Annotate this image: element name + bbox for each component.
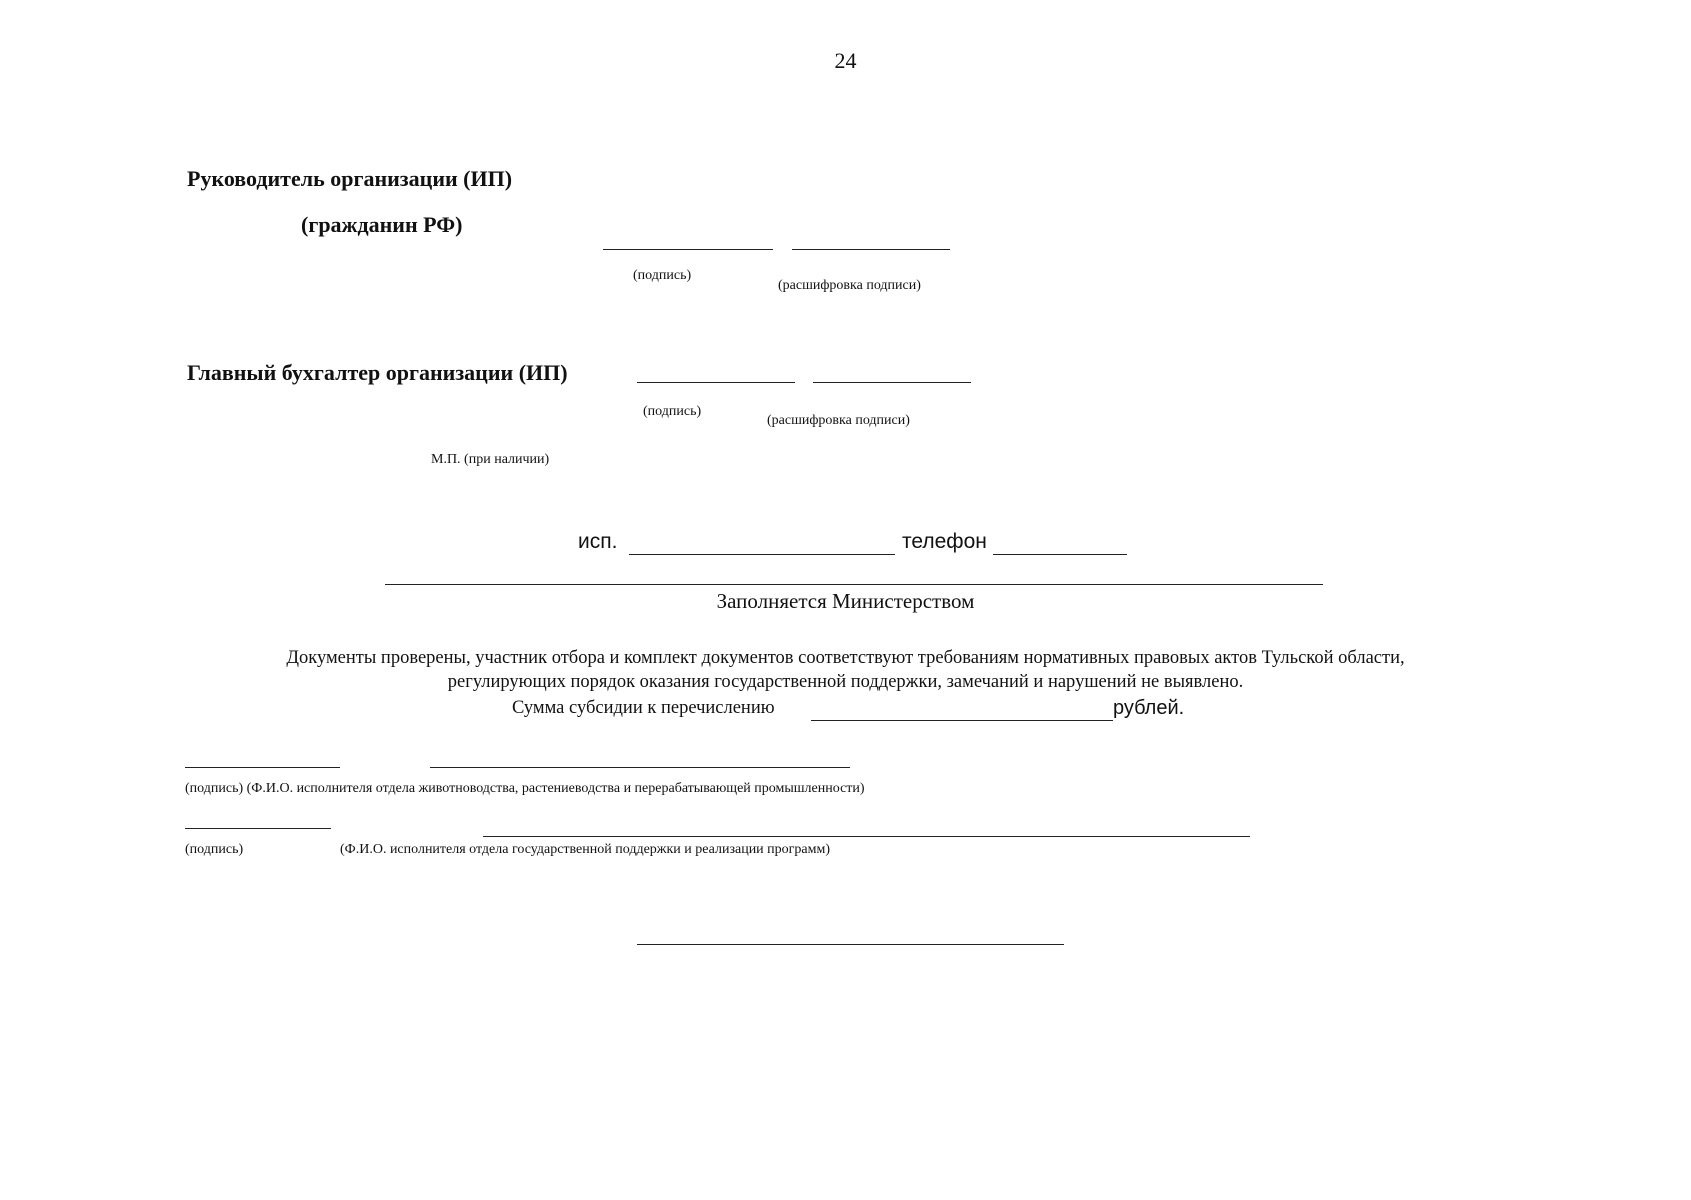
head-signature-caption: (подпись) bbox=[633, 268, 692, 283]
ministry-separator bbox=[385, 584, 1323, 585]
executor-label: исп. bbox=[578, 530, 618, 553]
page-number: 24 bbox=[834, 48, 857, 73]
ministry-paragraph-line2: регулирующих порядок оказания государственной поддержки, замечаний и нарушений не выявлено. bbox=[447, 672, 1244, 692]
head-subtitle: (гражданин РФ) bbox=[301, 212, 463, 237]
head-title: Руководитель организации (ИП) bbox=[187, 166, 513, 191]
stamp-note: М.П. (при наличии) bbox=[431, 452, 550, 467]
livestock-caption: (подпись) (Ф.И.О. исполнителя отдела животноводства, растениеводства и перерабатывающей промышленности) bbox=[185, 781, 865, 796]
support-name-caption: (Ф.И.О. исполнителя отдела государственной поддержки и реализации программ) bbox=[340, 842, 831, 857]
executor-line bbox=[629, 554, 895, 555]
phone-label: телефон bbox=[902, 530, 987, 553]
subsidy-sum-unit: рублей. bbox=[1113, 697, 1185, 719]
accountant-decoding-line bbox=[813, 382, 971, 383]
bottom-rule bbox=[637, 944, 1064, 945]
accountant-decoding-caption: (расшифровка подписи) bbox=[767, 413, 910, 428]
phone-line bbox=[993, 554, 1127, 555]
accountant-title: Главный бухгалтер организации (ИП) bbox=[187, 360, 568, 385]
head-decoding-line bbox=[792, 249, 950, 250]
ministry-heading: Заполняется Министерством bbox=[716, 589, 975, 613]
support-name-line bbox=[483, 836, 1250, 837]
subsidy-sum-label: Сумма субсидии к перечислению bbox=[512, 698, 775, 718]
support-signature-line bbox=[185, 828, 331, 829]
livestock-signature-line bbox=[185, 767, 340, 768]
livestock-name-line bbox=[430, 767, 850, 768]
ministry-paragraph-line1: Документы проверены, участник отбора и комплект документов соответствуют требованиям нормативных правовых актов Тульской области, bbox=[286, 648, 1405, 668]
head-decoding-caption: (расшифровка подписи) bbox=[778, 278, 921, 293]
support-signature-caption: (подпись) bbox=[185, 842, 244, 857]
subsidy-sum-line bbox=[811, 720, 1113, 721]
accountant-signature-line bbox=[637, 382, 795, 383]
head-signature-line bbox=[603, 249, 773, 250]
accountant-signature-caption: (подпись) bbox=[643, 404, 702, 419]
